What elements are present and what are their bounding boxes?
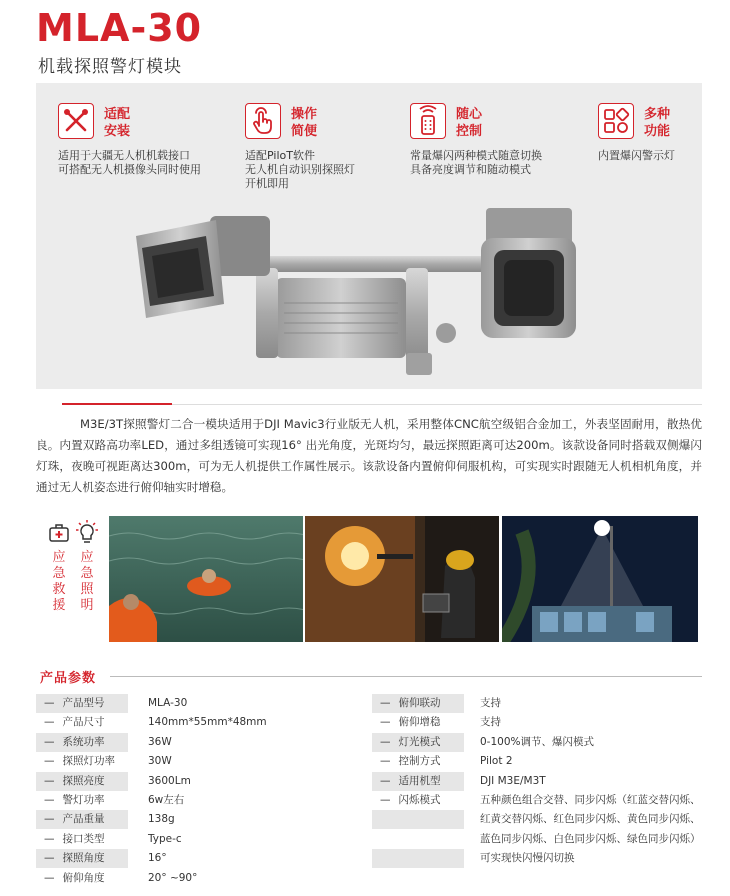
param-row	[372, 713, 702, 732]
dash-bullet-icon: —	[380, 716, 391, 729]
feature-desc: 适用于大疆无人机机载接口 可搭配无人机摄像头同时使用	[58, 149, 201, 176]
label-emergency-lighting: 应急照明	[80, 550, 94, 613]
param-row	[36, 694, 366, 713]
param-key-label: 探照亮度	[62, 774, 105, 787]
param-key	[36, 752, 128, 771]
dash-bullet-icon: —	[44, 794, 55, 806]
dash-bullet-icon: —	[44, 832, 55, 845]
param-row	[372, 810, 702, 829]
param-row	[36, 830, 366, 849]
param-row	[36, 772, 366, 791]
param-row	[372, 849, 702, 868]
param-value: 3600Lm	[148, 774, 191, 787]
param-key	[372, 772, 464, 791]
param-row	[36, 849, 366, 868]
param-key-label: 探照灯功率	[62, 755, 115, 768]
param-key-label: 俯仰角度	[62, 871, 105, 884]
first-aid-kit-icon	[48, 522, 70, 544]
feature-title: 多种 功能	[644, 107, 671, 139]
param-value: 6w左右	[148, 794, 185, 806]
params-title: 产品参数	[40, 671, 97, 686]
param-row	[36, 869, 366, 888]
param-key	[36, 694, 128, 713]
tools-icon	[58, 103, 94, 139]
section-divider	[172, 404, 702, 405]
dash-bullet-icon: —	[44, 735, 55, 748]
product-image	[106, 208, 586, 386]
param-value: 16°	[148, 852, 167, 865]
param-value: 30W	[148, 755, 172, 768]
feature-title: 适配 安装	[104, 107, 131, 139]
dash-bullet-icon: —	[380, 755, 391, 768]
param-value: 五种颜色组合交替、同步闪烁（红蓝交替闪烁、	[480, 794, 701, 806]
modes-grid-icon	[598, 103, 634, 139]
param-row	[372, 733, 702, 752]
photo-fire-rescue	[305, 516, 499, 642]
photo-night-lighting	[502, 516, 698, 642]
product-model: MLA-30	[36, 6, 203, 50]
section-divider-accent	[62, 403, 172, 405]
dash-bullet-icon: —	[380, 697, 391, 709]
param-value: 支持	[480, 697, 501, 709]
param-row	[372, 772, 702, 791]
param-key-label: 产品尺寸	[62, 716, 105, 729]
product-subtitle: 机载探照警灯模块	[38, 57, 182, 77]
dash-bullet-icon: —	[44, 813, 55, 826]
param-key	[372, 733, 464, 752]
feature-title: 操作 简便	[291, 107, 318, 139]
remote-control-icon	[410, 103, 446, 139]
param-value: 0-100%调节、爆闪模式	[480, 735, 594, 748]
feature-desc: 常量爆闪两种模式随意切换 具备亮度调节和随动模式	[410, 149, 542, 176]
param-key	[372, 830, 464, 849]
product-description: M3E/3T探照警灯二合一模块适用于DJI Mavic3行业版无人机，采用整体CNC航空级铝合金加工，外表坚固耐用，散热优良。内置双路高功率LED，通过多组透镜可实现16° 出光角度，光斑均匀，最远探照距离可达200m。该款设备同时搭载双侧爆闪灯珠，夜晚可视距离达300m，可为无人机提供工作属性展示。该款设备内置俯仰伺服机构，可实现实时跟随无人机相机角度，并通过无人机姿态进行俯仰轴实时增稳。	[36, 417, 702, 494]
feature-title: 随心 控制	[456, 107, 483, 139]
dash-bullet-icon: —	[380, 735, 391, 748]
param-key	[36, 810, 128, 829]
light-bulb-icon	[76, 520, 98, 546]
param-value: MLA-30	[148, 697, 188, 709]
param-key-label: 俯仰增稳	[398, 716, 441, 729]
emergency-labels	[36, 512, 108, 642]
param-key-label: 产品重量	[62, 813, 105, 826]
param-key	[372, 713, 464, 732]
param-key	[36, 849, 128, 868]
dash-bullet-icon: —	[44, 852, 55, 865]
param-row	[36, 791, 366, 810]
param-key	[36, 791, 128, 810]
param-row	[372, 752, 702, 771]
param-row	[36, 810, 366, 829]
param-key	[372, 810, 464, 829]
dash-bullet-icon: —	[44, 755, 55, 768]
param-row	[372, 791, 702, 810]
param-value: 支持	[480, 716, 501, 729]
param-key	[372, 791, 464, 810]
param-value: 138g	[148, 813, 175, 826]
param-key-label: 闪烁模式	[398, 794, 441, 806]
photo-water-rescue	[109, 516, 303, 642]
dash-bullet-icon: —	[380, 794, 391, 806]
param-value: Pilot 2	[480, 755, 513, 768]
dash-bullet-icon: —	[44, 716, 55, 729]
param-value: 140mm*55mm*48mm	[148, 716, 267, 729]
param-key-label: 警灯功率	[62, 794, 105, 806]
param-value: DJI M3E/M3T	[480, 774, 546, 787]
param-value: 36W	[148, 735, 172, 748]
dash-bullet-icon: —	[380, 774, 391, 787]
param-row	[36, 733, 366, 752]
param-value: 红黄交替闪烁、红色同步闪烁、黄色同步闪烁、	[480, 813, 701, 826]
param-key	[36, 772, 128, 791]
param-row	[372, 694, 702, 713]
param-value: Type-c	[148, 832, 182, 845]
param-key-label: 俯仰联动	[398, 697, 441, 709]
label-emergency-rescue: 应急救援	[52, 550, 66, 613]
dash-bullet-icon: —	[44, 697, 55, 709]
hero-panel	[36, 83, 702, 389]
params-title-line	[110, 676, 702, 677]
param-key-label: 系统功率	[62, 735, 105, 748]
param-key-label: 灯光模式	[398, 735, 441, 748]
dash-bullet-icon: —	[44, 871, 55, 884]
param-key	[372, 849, 464, 868]
emergency-section	[36, 512, 702, 642]
param-key-label: 适用机型	[398, 774, 441, 787]
param-value: 可实现快闪慢闪切换	[480, 852, 575, 865]
param-key	[36, 830, 128, 849]
param-key	[36, 733, 128, 752]
param-key	[372, 694, 464, 713]
param-value: 蓝色同步闪烁、白色同步闪烁、绿色同步闪烁）	[480, 832, 701, 845]
param-row	[372, 830, 702, 849]
param-key	[372, 752, 464, 771]
param-key-label: 产品型号	[62, 697, 105, 709]
feature-desc: 适配PiloT软件 无人机自动识别探照灯 开机即用	[245, 149, 355, 190]
dash-bullet-icon: —	[44, 774, 55, 787]
param-key-label: 控制方式	[398, 755, 441, 768]
feature-desc: 内置爆闪警示灯	[598, 149, 675, 162]
touch-hand-icon	[245, 103, 281, 139]
param-key-label: 探照角度	[62, 852, 105, 865]
param-key-label: 接口类型	[62, 832, 105, 845]
param-key	[36, 713, 128, 732]
param-key	[36, 869, 128, 888]
param-value: 20° ~90°	[148, 871, 198, 884]
param-row	[36, 752, 366, 771]
param-row	[36, 713, 366, 732]
